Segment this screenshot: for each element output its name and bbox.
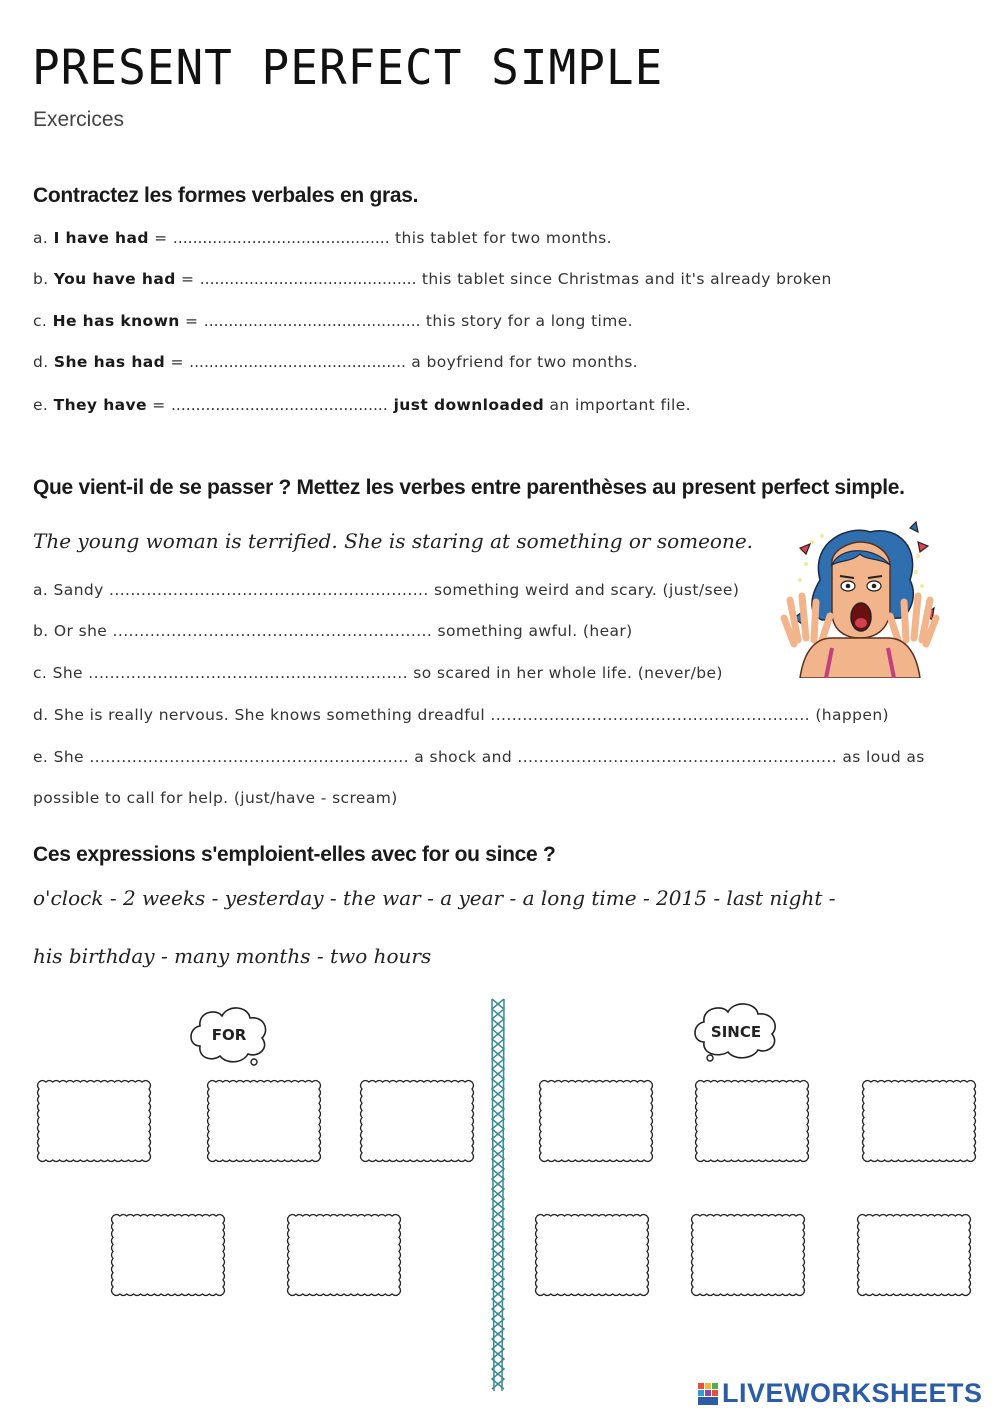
- s1-answer-blank[interactable]: ............................................: [199, 270, 417, 288]
- s1-item-d: [33, 353, 638, 371]
- s1-item-b: [33, 270, 832, 288]
- s2-item-a: a. Sandy ............................................................ something weird and scary. (just/see): [33, 581, 740, 599]
- s1-item-tail: this tablet for two months.: [389, 229, 612, 247]
- s1-item-prefix: d.: [33, 353, 54, 371]
- s1-item-prefix: e.: [33, 396, 54, 414]
- for-answer-box[interactable]: [109, 1212, 227, 1298]
- s1-answer-blank[interactable]: ............................................: [172, 229, 390, 247]
- terrified-woman-illustration: [780, 520, 940, 678]
- s1-item-a: [33, 229, 612, 247]
- s1-item-tail: this tablet since Christmas and it's already broken: [416, 270, 832, 288]
- s1-item-bold: They have: [53, 396, 147, 414]
- since-answer-box[interactable]: [693, 1078, 811, 1164]
- s1-item-e: [33, 396, 691, 414]
- page-title: PRESENT PERFECT SIMPLE: [32, 38, 664, 96]
- s1-answer-blank[interactable]: ............................................: [189, 353, 406, 371]
- since-answer-box[interactable]: [855, 1212, 973, 1298]
- zigzag-divider: [486, 995, 510, 1395]
- s1-item-tail: a boyfriend for two months.: [405, 353, 638, 371]
- s2-item-e-continued: possible to call for help. (just/have - scream): [33, 789, 398, 807]
- expressions-line-2: his birthday - many months - two hours: [33, 944, 432, 968]
- liveworksheets-logo[interactable]: [697, 1378, 983, 1409]
- for-answer-box[interactable]: [35, 1078, 153, 1164]
- s2-item-e: e. She ............................................................ a shock and ............................................................ as loud as: [33, 748, 925, 766]
- s1-item-bold: He has known: [52, 312, 180, 330]
- liveworksheets-mark-icon: [697, 1382, 719, 1406]
- s1-item-eq: =: [146, 396, 171, 414]
- s2-item-c: c. She ............................................................ so scared in her whole life. (never/be): [33, 664, 723, 682]
- since-answer-box[interactable]: [537, 1078, 655, 1164]
- s2-item-d: d. She is really nervous. She knows something dreadful ............................................................ (happen): [33, 706, 889, 724]
- s1-item-prefix: a.: [33, 229, 54, 247]
- for-cloud: [186, 1002, 272, 1068]
- section1-heading: Contractez les formes verbales en gras.: [33, 184, 419, 207]
- s1-item-eq: =: [175, 270, 200, 288]
- s1-answer-blank[interactable]: ............................................: [203, 312, 421, 330]
- section2-heading: Que vient-il de se passer ? Mettez les verbes entre parenthèses au present perfect simple.: [33, 476, 905, 499]
- s1-item-eq: =: [148, 229, 173, 247]
- since-answer-box[interactable]: [533, 1212, 651, 1298]
- page-subtitle: Exercices: [33, 108, 125, 131]
- logo-text: LIVEWORKSHEETS: [722, 1378, 983, 1408]
- s1-item-bold: I have had: [53, 229, 149, 247]
- for-answer-box[interactable]: [285, 1212, 403, 1298]
- s1-item-prefix: b.: [33, 270, 54, 288]
- section2-intro: The young woman is terrified. She is staring at something or someone.: [33, 529, 754, 553]
- s1-item-bold: She has had: [53, 353, 166, 371]
- s1-item-eq: =: [165, 353, 190, 371]
- for-label: FOR: [211, 1026, 247, 1044]
- for-answer-box[interactable]: [205, 1078, 323, 1164]
- since-label: SINCE: [710, 1023, 762, 1041]
- s2-item-b: b. Or she ............................................................ something awful. (hear): [33, 622, 633, 640]
- s1-item-bold: You have had: [53, 270, 176, 288]
- s1-answer-blank[interactable]: ............................................: [170, 396, 388, 414]
- s1-item-bold: just downloaded: [387, 396, 545, 414]
- s1-item-tail: this story for a long time.: [420, 312, 634, 330]
- since-cloud: [690, 1000, 782, 1066]
- expressions-line-1: o'clock - 2 weeks - yesterday - the war - a year - a long time - 2015 - last night -: [33, 886, 836, 910]
- since-answer-box[interactable]: [860, 1078, 978, 1164]
- s1-item-prefix: c.: [33, 312, 53, 330]
- s1-item-tail: an important file.: [544, 396, 691, 414]
- since-answer-box[interactable]: [689, 1212, 807, 1298]
- section3-heading: Ces expressions s'emploient-elles avec for ou since ?: [33, 843, 556, 866]
- s1-item-c: [33, 312, 633, 330]
- for-answer-box[interactable]: [358, 1078, 476, 1164]
- s1-item-eq: =: [179, 312, 204, 330]
